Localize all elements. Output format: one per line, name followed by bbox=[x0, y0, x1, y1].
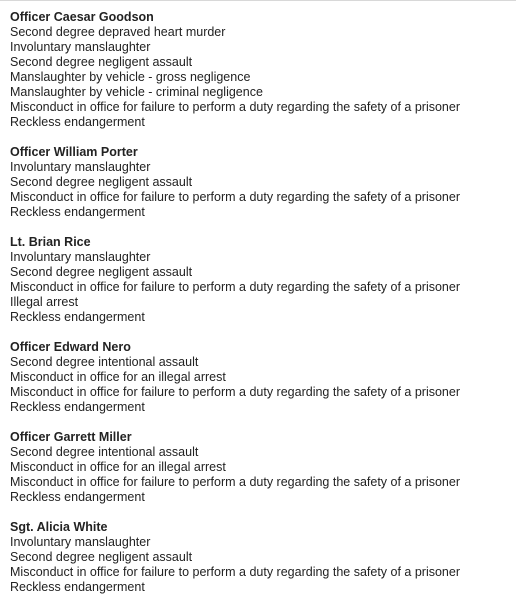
officer-block-rice bbox=[10, 235, 510, 325]
officer-name: Officer Caesar Goodson bbox=[10, 10, 154, 24]
charge-item: Misconduct in office for failure to perform a duty regarding the safety of a prisoner bbox=[10, 565, 460, 579]
charge-item: Misconduct in office for failure to perform a duty regarding the safety of a prisoner bbox=[10, 385, 460, 399]
charge-item: Misconduct in office for an illegal arrest bbox=[10, 370, 226, 384]
charge-item: Misconduct in office for failure to perform a duty regarding the safety of a prisoner bbox=[10, 280, 460, 294]
charge-item: Involuntary manslaughter bbox=[10, 40, 151, 54]
officer-name: Officer Garrett Miller bbox=[10, 430, 132, 444]
charge-item: Reckless endangerment bbox=[10, 400, 145, 414]
charge-item: Misconduct in office for failure to perform a duty regarding the safety of a prisoner bbox=[10, 190, 460, 204]
charge-item: Reckless endangerment bbox=[10, 490, 145, 504]
charge-item: Reckless endangerment bbox=[10, 310, 145, 324]
officer-block-goodson bbox=[10, 10, 510, 130]
officer-block-white bbox=[10, 520, 510, 595]
charge-item: Second degree negligent assault bbox=[10, 550, 193, 564]
charge-item: Second degree intentional assault bbox=[10, 355, 199, 369]
charge-item: Second degree negligent assault bbox=[10, 175, 193, 189]
charge-item: Reckless endangerment bbox=[10, 580, 145, 594]
charge-item: Second degree negligent assault bbox=[10, 265, 193, 279]
charge-item: Manslaughter by vehicle - gross negligence bbox=[10, 70, 251, 84]
charge-item: Involuntary manslaughter bbox=[10, 160, 151, 174]
charge-item: Reckless endangerment bbox=[10, 115, 145, 129]
charges-list bbox=[10, 10, 510, 610]
charge-item: Involuntary manslaughter bbox=[10, 250, 151, 264]
charge-item: Involuntary manslaughter bbox=[10, 535, 151, 549]
charge-item: Illegal arrest bbox=[10, 295, 79, 309]
officer-block-miller bbox=[10, 430, 510, 505]
charge-item: Second degree depraved heart murder bbox=[10, 25, 226, 39]
officer-name: Sgt. Alicia White bbox=[10, 520, 108, 534]
top-divider bbox=[0, 0, 516, 1]
charge-item: Second degree negligent assault bbox=[10, 55, 193, 69]
officer-block-nero bbox=[10, 340, 510, 415]
charge-item: Reckless endangerment bbox=[10, 205, 145, 219]
officer-name: Lt. Brian Rice bbox=[10, 235, 91, 249]
charge-item: Misconduct in office for an illegal arrest bbox=[10, 460, 226, 474]
charge-item: Misconduct in office for failure to perform a duty regarding the safety of a prisoner bbox=[10, 100, 460, 114]
charge-item: Second degree intentional assault bbox=[10, 445, 199, 459]
charge-item: Manslaughter by vehicle - criminal negligence bbox=[10, 85, 263, 99]
officer-name: Officer Edward Nero bbox=[10, 340, 131, 354]
officer-block-porter bbox=[10, 145, 510, 220]
officer-name: Officer William Porter bbox=[10, 145, 138, 159]
charge-item: Misconduct in office for failure to perform a duty regarding the safety of a prisoner bbox=[10, 475, 460, 489]
